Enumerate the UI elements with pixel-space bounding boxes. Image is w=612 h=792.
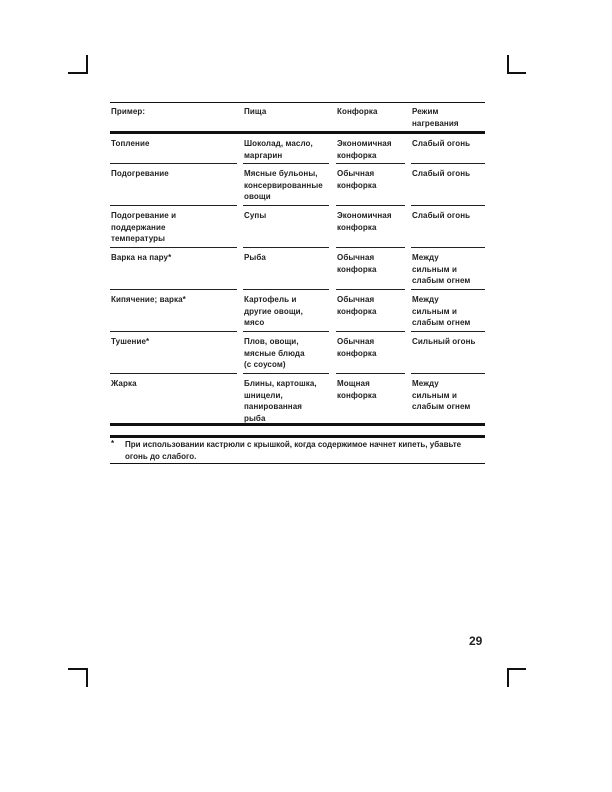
row-separator-segment bbox=[336, 163, 405, 164]
row-separator-segment bbox=[110, 373, 237, 374]
crop-mark-top-right-h bbox=[507, 72, 526, 74]
table-cell-food: Блины, картошка, шницели, панированная рыба bbox=[244, 379, 317, 423]
table-header-example: Пример: bbox=[111, 107, 146, 116]
row-separator-segment bbox=[243, 247, 329, 248]
page-number: 29 bbox=[469, 634, 483, 648]
table-cell-heat-mode: Сильный огонь bbox=[412, 337, 476, 346]
row-separator-segment bbox=[336, 205, 405, 206]
table-cell-heat-mode: Между сильным и слабым огнем bbox=[412, 379, 471, 412]
row-separator-segment bbox=[411, 331, 485, 332]
table-cell-food: Картофель и другие овощи, мясо bbox=[244, 295, 304, 328]
row-separator-segment bbox=[243, 331, 329, 332]
crop-mark-bottom-left-h bbox=[68, 668, 88, 670]
table-cell-example: Тушение* bbox=[111, 337, 150, 346]
table-cell-heat-mode: Слабый огонь bbox=[412, 169, 471, 178]
row-separator-segment bbox=[336, 289, 405, 290]
table-cell-example: Подогревание bbox=[111, 169, 169, 178]
table-cell-burner: Мощная конфорка bbox=[337, 379, 377, 400]
table-cell-burner: Обычная конфорка bbox=[337, 169, 377, 190]
crop-mark-top-left-h bbox=[68, 72, 88, 74]
table-cell-burner: Экономичная конфорка bbox=[337, 211, 392, 232]
row-separator-segment bbox=[110, 163, 237, 164]
table-cell-heat-mode: Между сильным и слабым огнем bbox=[412, 253, 471, 286]
table-cell-burner: Обычная конфорка bbox=[337, 295, 377, 316]
row-separator-segment bbox=[411, 289, 485, 290]
table-header-rule bbox=[110, 131, 485, 134]
row-separator-segment bbox=[336, 373, 405, 374]
row-separator-segment bbox=[110, 331, 237, 332]
table-cell-burner: Обычная конфорка bbox=[337, 337, 377, 358]
row-separator-segment bbox=[110, 289, 237, 290]
table-cell-food: Мясные бульоны, консервированные овощи bbox=[244, 169, 323, 202]
row-separator-segment bbox=[336, 331, 405, 332]
row-separator-segment bbox=[336, 247, 405, 248]
footnote-marker: * bbox=[111, 439, 115, 448]
table-cell-example: Подогревание и поддержание температуры bbox=[111, 211, 177, 244]
table-cell-food: Шоколад, масло, маргарин bbox=[244, 139, 313, 160]
crop-mark-bottom-right-h bbox=[507, 668, 526, 670]
row-separator-segment bbox=[411, 247, 485, 248]
table-header-heat-mode: Режим нагревания bbox=[412, 107, 459, 128]
table-header-burner: Конфорка bbox=[337, 107, 378, 116]
row-separator-segment bbox=[411, 373, 485, 374]
row-separator-segment bbox=[110, 247, 237, 248]
table-cell-burner: Экономичная конфорка bbox=[337, 139, 392, 160]
table-cell-example: Жарка bbox=[111, 379, 137, 388]
row-separator-segment bbox=[411, 163, 485, 164]
table-cell-food: Рыба bbox=[244, 253, 266, 262]
table-cell-example: Варка на пару* bbox=[111, 253, 172, 262]
footnote-bottom-rule bbox=[110, 463, 485, 464]
row-separator-segment bbox=[243, 373, 329, 374]
crop-mark-bottom-right-v bbox=[507, 668, 509, 687]
table-cell-burner: Обычная конфорка bbox=[337, 253, 377, 274]
row-separator-segment bbox=[243, 205, 329, 206]
table-cell-example: Топление bbox=[111, 139, 150, 148]
table-cell-food: Плов, овощи, мясные блюда (с соусом) bbox=[244, 337, 305, 370]
table-cell-heat-mode: Между сильным и слабым огнем bbox=[412, 295, 471, 328]
row-separator-segment bbox=[411, 205, 485, 206]
table-cell-heat-mode: Слабый огонь bbox=[412, 139, 471, 148]
footnote-text: При использовании кастрюли с крышкой, когда содержимое начнет кипеть, убавьте огонь до слабого. bbox=[125, 440, 462, 461]
table-cell-heat-mode: Слабый огонь bbox=[412, 211, 471, 220]
table-top-rule bbox=[110, 102, 485, 103]
row-separator-segment bbox=[243, 289, 329, 290]
footnote-top-rule bbox=[110, 435, 485, 438]
table-header-food: Пища bbox=[244, 107, 267, 116]
row-separator-segment bbox=[243, 163, 329, 164]
row-separator-segment bbox=[110, 205, 237, 206]
table-cell-example: Кипячение; варка* bbox=[111, 295, 186, 304]
crop-mark-bottom-left-v bbox=[86, 668, 88, 687]
table-cell-food: Супы bbox=[244, 211, 267, 220]
